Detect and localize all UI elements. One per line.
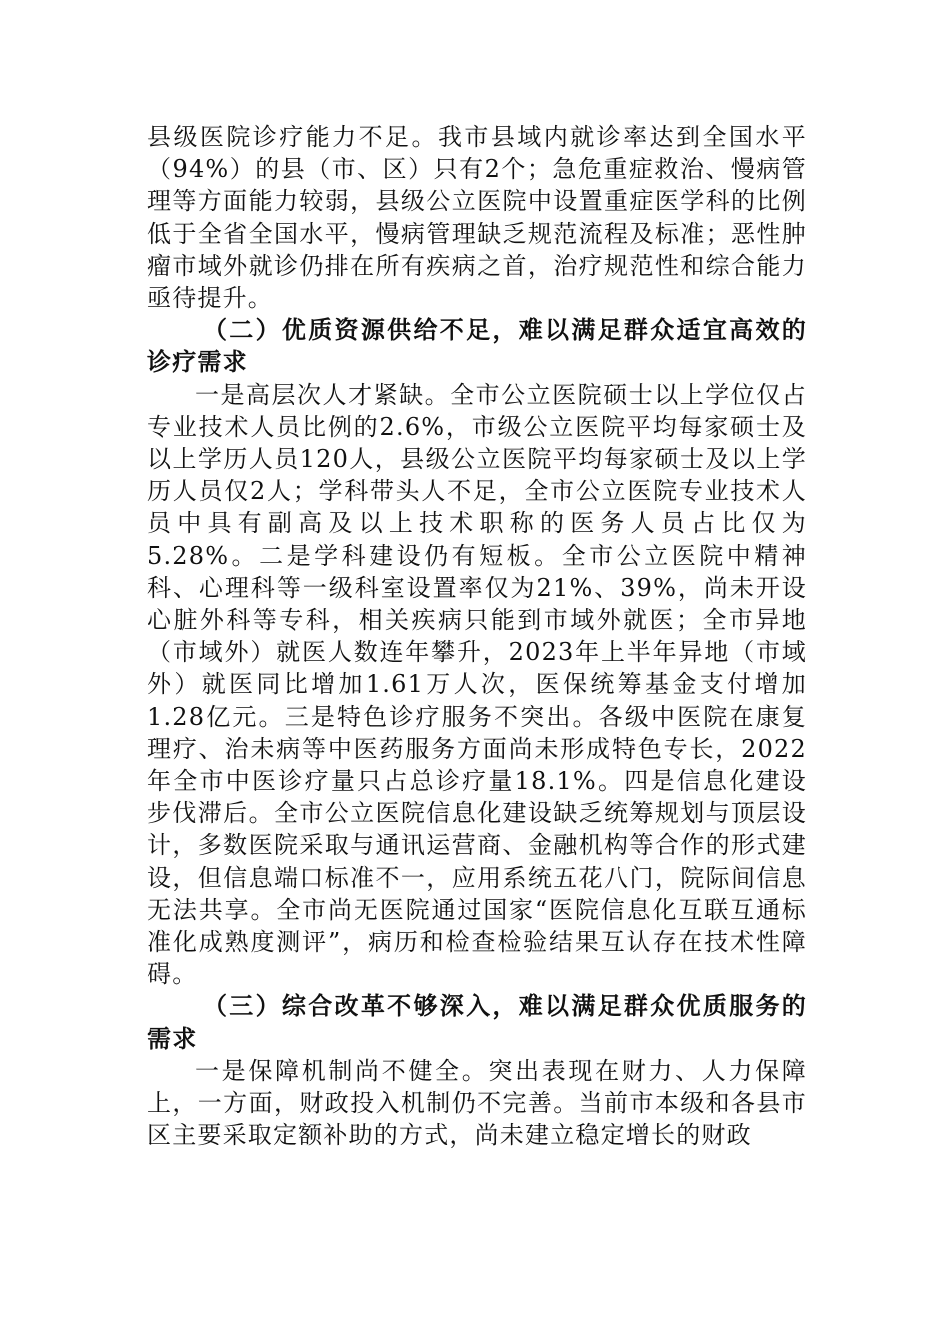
document-body <box>147 121 807 1152</box>
section-heading-3: （三）综合改革不够深入，难以满足群众优质服务的需求 <box>147 991 807 1053</box>
paragraph-quality-resources: 一是高层次人才紧缺。全市公立医院硕士以上学位仅占专业技术人员比例的2.6%，市级公立医院平均每家硕士及以上学历人员120人，县级公立医院平均每家硕士及以上学历人员仅2人；学科带头人不足，全市公立医院专业技术人员中具有副高及以上技术职称的医务人员占比仅为5.28%。二是学科建设仍有短板。全市公立医院中精神科、心理科等一级科室设置率仅为21%、39%，尚未开设心脏外科等专科，相关疾病只能到市域外就医；全市异地（市域外）就医人数连年攀升，2023年上半年异地（市域外）就医同比增加1.61万人次，医保统筹基金支付增加1.28亿元。三是特色诊疗服务不突出。各级中医院在康复理疗、治未病等中医药服务方面尚未形成特色专长，2022年全市中医诊疗量只占总诊疗量18.1%。四是信息化建设步伐滞后。全市公立医院信息化建设缺乏统筹规划与顶层设计，多数医院采取与通讯运营商、金融机构等合作的形式建设，但信息端口标准不一，应用系统五花八门，院际间信息无法共享。全市尚无医院通过国家“医院信息化互联互通标准化成熟度测评”，病历和检查检验结果互认存在技术性障碍。 <box>147 380 807 989</box>
section-heading-2: （二）优质资源供给不足，难以满足群众适宜高效的诊疗需求 <box>147 315 807 377</box>
paragraph-county-hospital-capacity: 县级医院诊疗能力不足。我市县域内就诊率达到全国水平（94%）的县（市、区）只有2个；急危重症救治、慢病管理等方面能力较弱，县级公立医院中设置重症医学科的比例低于全省全国水平，慢病管理缺乏规范流程及标准；恶性肿瘤市域外就诊仍排在所有疾病之首，治疗规范性和综合能力亟待提升。 <box>147 123 807 313</box>
paragraph-reform: 一是保障机制尚不健全。突出表现在财力、人力保障上，一方面，财政投入机制仍不完善。当前市本级和各县市区主要采取定额补助的方式，尚未建立稳定增长的财政 <box>147 1056 807 1150</box>
